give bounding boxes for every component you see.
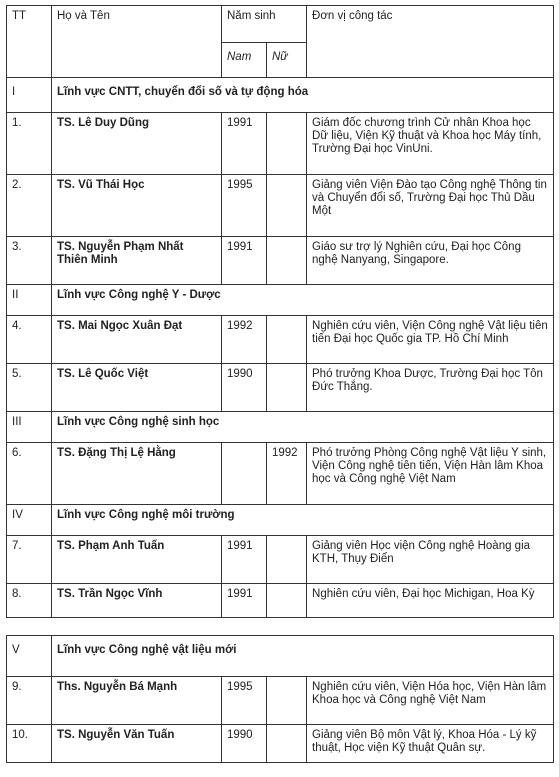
table-row [7,316,554,364]
table-row [7,536,554,584]
row-tt: 10. [7,725,52,763]
section-title: Lĩnh vực CNTT, chuyển đổi số và tự động hóa [52,78,554,113]
row-tt: 8. [7,584,52,618]
row-male-year: 1990 [222,364,267,412]
row-name: TS. Vũ Thái Học [52,175,222,237]
row-female-year [267,316,307,364]
row-female-year [267,113,307,175]
row-male-year: 1991 [222,584,267,618]
section-row [7,78,554,113]
section-title: Lĩnh vực Công nghệ Y - Dược [52,285,554,316]
row-male-year: 1990 [222,725,267,763]
awardee-table-continued [6,635,554,763]
row-male-year: 1995 [222,677,267,725]
header-workplace: Đơn vị công tác [307,6,554,78]
row-name: TS. Đặng Thị Lệ Hằng [52,443,222,505]
header-tt: TT [7,6,52,78]
header-name: Họ và Tên [52,6,222,78]
row-male-year: 1995 [222,175,267,237]
section-title: Lĩnh vực Công nghệ sinh học [52,412,554,443]
header-birth-year: Năm sinh [222,6,307,43]
row-tt: 2. [7,175,52,237]
section-row [7,285,554,316]
section-roman: I [7,78,52,113]
header-row [7,6,554,43]
row-workplace: Phó trưởng Khoa Dược, Trường Đại học Tôn Đức Thắng. [307,364,554,412]
row-female-year [267,175,307,237]
awardee-table [6,5,554,618]
row-female-year [267,725,307,763]
row-male-year: 1991 [222,113,267,175]
row-workplace: Giảng viên Bộ môn Vật lý, Khoa Hóa - Lý kỹ thuật, Học viện Kỹ thuật Quân sự. [307,725,554,763]
table-row [7,113,554,175]
table-row [7,364,554,412]
section-row [7,636,554,677]
section-roman: V [7,636,52,677]
row-name: TS. Trần Ngọc Vĩnh [52,584,222,618]
section-row [7,505,554,536]
section-row [7,412,554,443]
section-title: Lĩnh vực Công nghệ môi trường [52,505,554,536]
table-row [7,725,554,763]
row-name: TS. Nguyễn Phạm Nhất Thiên Minh [52,237,222,285]
row-workplace: Giám đốc chương trình Cử nhân Khoa học Dữ liệu, Viện Kỹ thuật và Khoa học Máy tính, Trường Đại học VinUni. [307,113,554,175]
section-roman: IV [7,505,52,536]
section-roman: II [7,285,52,316]
header-female: Nữ [267,43,307,78]
row-female-year [267,536,307,584]
table-row [7,443,554,505]
row-tt: 3. [7,237,52,285]
row-workplace: Giáo sư trợ lý Nghiên cứu, Đại học Công nghệ Nanyang, Singapore. [307,237,554,285]
row-female-year [267,584,307,618]
section-title: Lĩnh vực Công nghệ vật liệu mới [52,636,554,677]
row-tt: 6. [7,443,52,505]
row-name: TS. Nguyễn Văn Tuấn [52,725,222,763]
table-row [7,237,554,285]
row-workplace: Giảng viên Học viện Công nghệ Hoàng gia KTH, Thụy Điển [307,536,554,584]
section-roman: III [7,412,52,443]
row-tt: 9. [7,677,52,725]
table-row [7,584,554,618]
row-male-year [222,443,267,505]
row-name: TS. Phạm Anh Tuấn [52,536,222,584]
row-tt: 1. [7,113,52,175]
row-name: TS. Lê Quốc Việt [52,364,222,412]
row-workplace: Nghiên cứu viên, Đại học Michigan, Hoa Kỳ [307,584,554,618]
row-female-year [267,364,307,412]
header-male: Nam [222,43,267,78]
row-female-year [267,677,307,725]
row-name: TS. Lê Duy Dũng [52,113,222,175]
row-workplace: Giảng viên Viện Đào tạo Công nghệ Thông tin và Chuyển đổi số, Trường Đại học Thủ Dầu Một [307,175,554,237]
row-tt: 4. [7,316,52,364]
row-workplace: Nghiên cứu viên, Viện Công nghệ Vật liệu tiên tiến Đại học Quốc gia TP. Hồ Chí Minh [307,316,554,364]
row-workplace: Phó trưởng Phòng Công nghệ Vật liệu Y sinh, Viện Công nghệ tiên tiến, Viện Hàn lâm Khoa học và Công nghệ Việt Nam [307,443,554,505]
table-row [7,175,554,237]
row-female-year: 1992 [267,443,307,505]
row-male-year: 1991 [222,237,267,285]
row-name: TS. Mai Ngọc Xuân Đạt [52,316,222,364]
row-male-year: 1991 [222,536,267,584]
row-tt: 5. [7,364,52,412]
row-female-year [267,237,307,285]
table-row [7,677,554,725]
row-workplace: Nghiên cứu viên, Viện Hóa học, Viện Hàn lâm Khoa học và Công nghệ Việt Nam [307,677,554,725]
row-name: Ths. Nguyễn Bá Mạnh [52,677,222,725]
row-male-year: 1992 [222,316,267,364]
row-tt: 7. [7,536,52,584]
